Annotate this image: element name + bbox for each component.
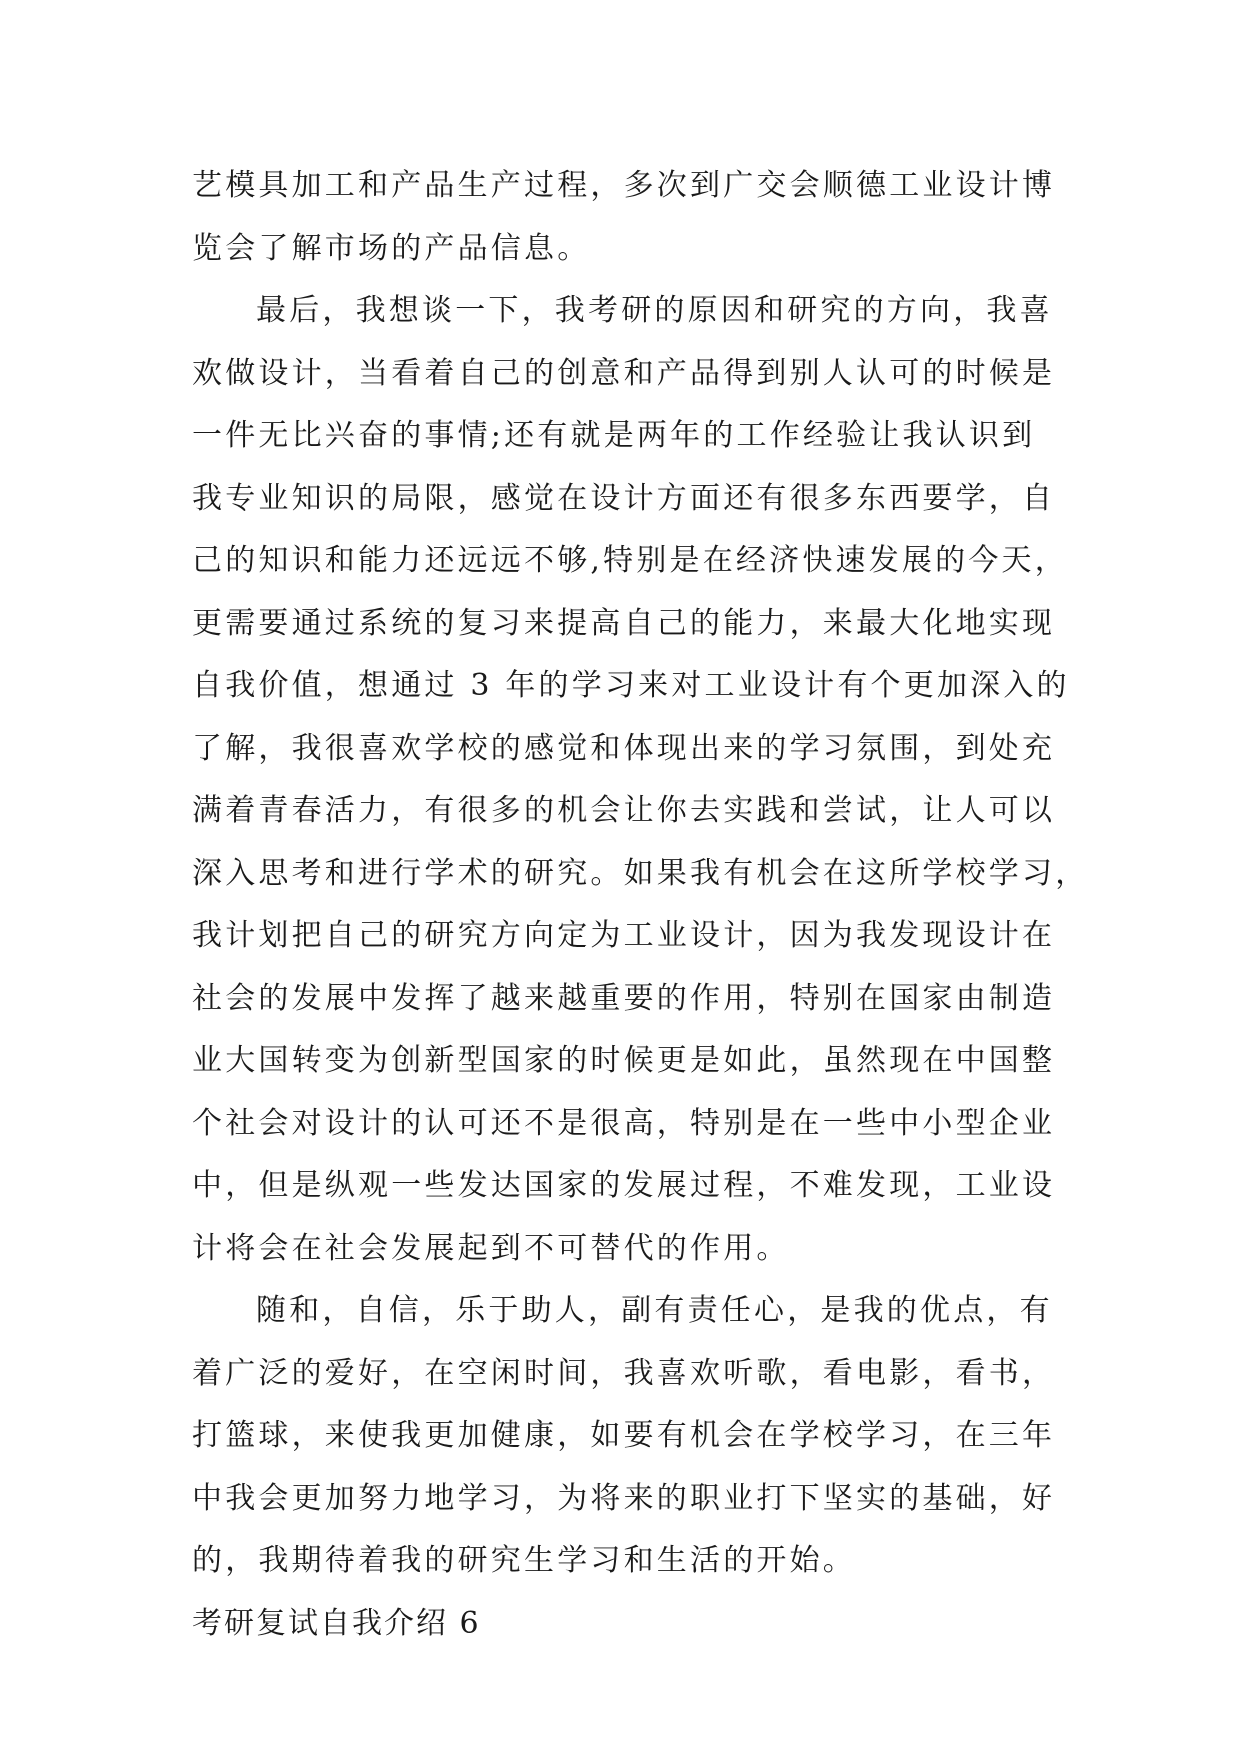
body-line: 我专业知识的局限，感觉在设计方面还有很多东西要学，自 bbox=[192, 480, 1056, 516]
body-line: 自我价值，想通过 3 年的学习来对工业设计有个更加深入的 bbox=[192, 668, 1070, 703]
body-line: 着广泛的爱好，在空闲时间，我喜欢听歌，看电影，看书， bbox=[192, 1355, 1056, 1391]
body-line: 深入思考和进行学术的研究。如果我有机会在这所学校学习， bbox=[192, 855, 1089, 891]
body-line: 欢做设计，当看着自己的创意和产品得到别人认可的时候是 bbox=[192, 355, 1056, 391]
body-line: 一件无比兴奋的事情;还有就是两年的工作经验让我认识到 bbox=[192, 418, 1036, 453]
body-line: 中我会更加努力地学习，为将来的职业打下坚实的基础，好 bbox=[192, 1480, 1056, 1516]
body-line: 的，我期待着我的研究生学习和生活的开始。 bbox=[192, 1543, 856, 1578]
body-line: 更需要通过系统的复习来提高自己的能力，来最大化地实现 bbox=[192, 605, 1056, 641]
body-line: 己的知识和能力还远远不够,特别是在经济快速发展的今天， bbox=[192, 543, 1068, 578]
document-body bbox=[192, 155, 1089, 1655]
body-line: 社会的发展中发挥了越来越重要的作用，特别在国家由制造 bbox=[192, 980, 1056, 1016]
body-line: 我计划把自己的研究方向定为工业设计，因为我发现设计在 bbox=[192, 918, 1056, 953]
paragraph-first-line: 随和，自信，乐于助人，副有责任心，是我的优点，有 bbox=[256, 1293, 1053, 1328]
body-line: 个社会对设计的认可还不是很高，特别是在一些中小型企业 bbox=[192, 1105, 1056, 1141]
section-heading: 考研复试自我介绍 6 bbox=[192, 1605, 481, 1641]
body-line: 了解，我很喜欢学校的感觉和体现出来的学习氛围，到处充 bbox=[192, 730, 1056, 766]
body-line: 艺模具加工和产品生产过程，多次到广交会顺德工业设计博 bbox=[192, 168, 1056, 203]
body-line: 业大国转变为创新型国家的时候更是如此，虽然现在中国整 bbox=[192, 1043, 1056, 1078]
body-line: 览会了解市场的产品信息。 bbox=[192, 230, 591, 266]
body-line: 满着青春活力，有很多的机会让你去实践和尝试，让人可以 bbox=[192, 793, 1056, 828]
body-line: 打篮球，来使我更加健康，如要有机会在学校学习，在三年 bbox=[192, 1418, 1056, 1453]
body-line: 中，但是纵观一些发达国家的发展过程，不难发现，工业设 bbox=[192, 1168, 1056, 1203]
paragraph-first-line: 最后，我想谈一下，我考研的原因和研究的方向，我喜 bbox=[256, 293, 1053, 328]
body-line: 计将会在社会发展起到不可替代的作用。 bbox=[192, 1230, 790, 1266]
